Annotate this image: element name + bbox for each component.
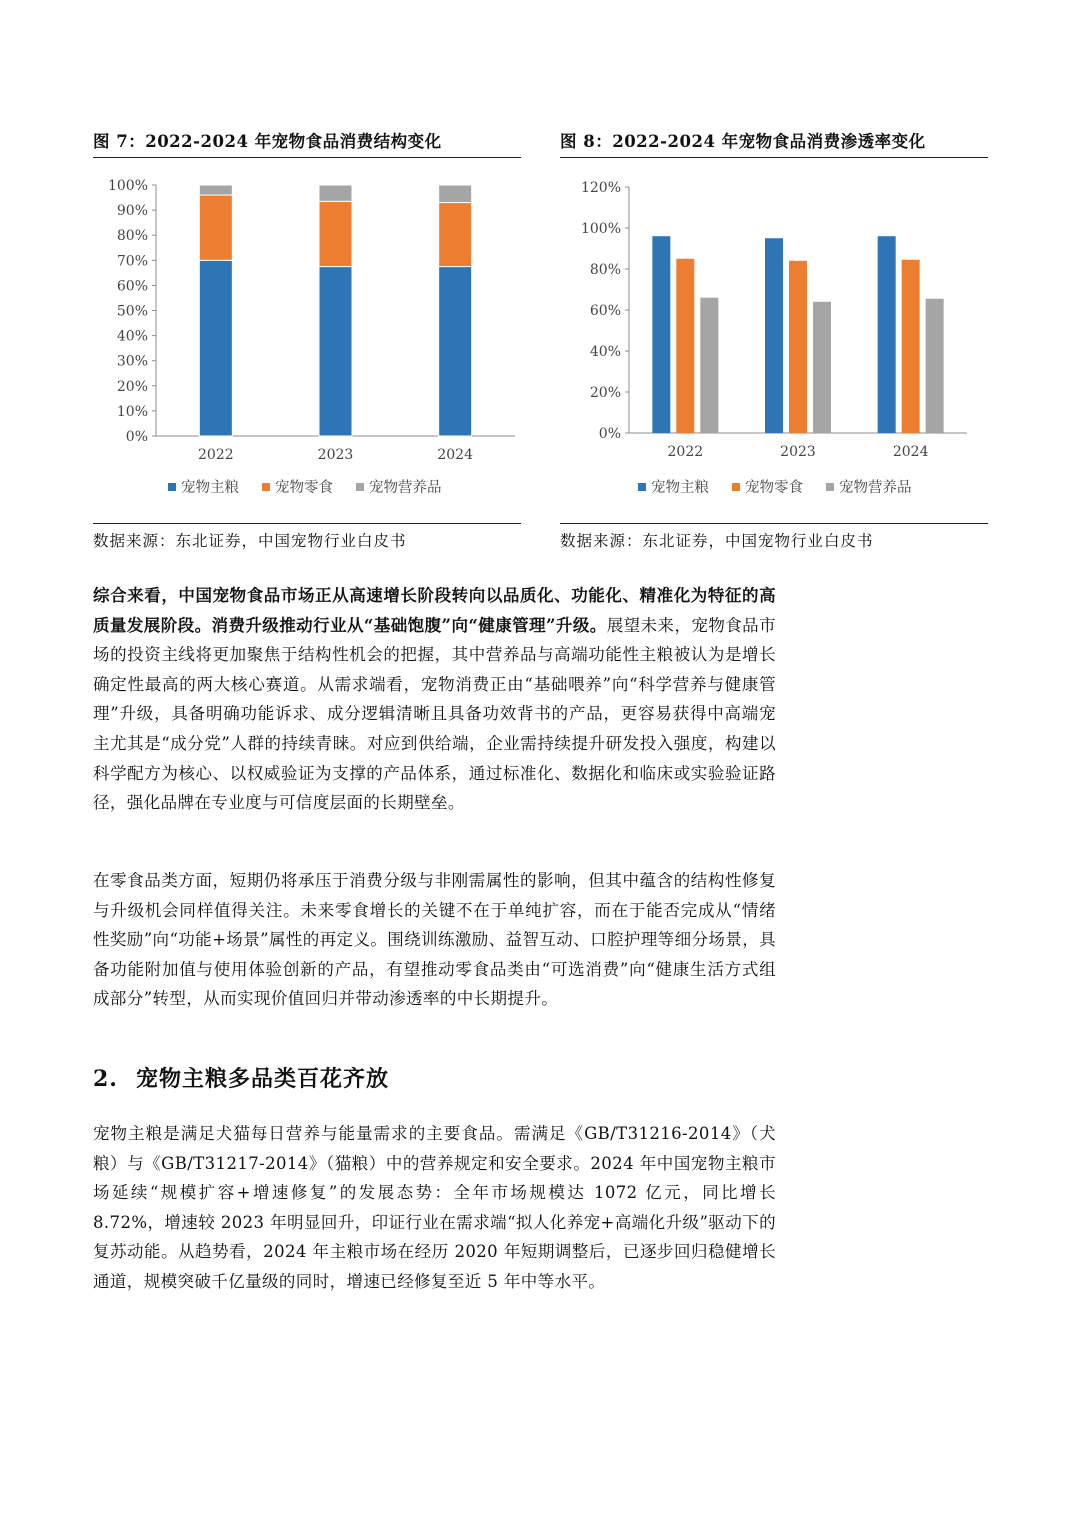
y-tick-label: 70%	[116, 253, 148, 270]
legend-swatch	[826, 483, 834, 491]
bar-segment	[439, 185, 472, 203]
bar	[676, 259, 694, 433]
y-tick-label: 30%	[116, 353, 148, 370]
legend-swatch	[356, 483, 364, 491]
y-tick-label: 10%	[116, 403, 148, 420]
structure-stacked-bar-chart	[93, 163, 523, 508]
bar	[789, 261, 807, 433]
x-tick-label: 2022	[198, 447, 234, 463]
y-tick-label: 90%	[116, 203, 148, 220]
bar-segment	[319, 267, 352, 436]
y-tick-label: 20%	[589, 385, 621, 401]
figure-7-source: 数据来源：东北证券，中国宠物行业白皮书	[93, 532, 407, 550]
bar	[652, 236, 670, 433]
bar	[813, 302, 831, 433]
legend-label: 宠物营养品	[369, 480, 442, 496]
staple-food-paragraph: 宠物主粮是满足犬猫每日营养与能量需求的主要食品。需满足《GB/T31216-2014》（犬粮）与《GB/T31217-2014》（猫粮）中的营养规定和安全要求。2024 年中国宠物主粮市场延续“规模扩容+增速修复”的发展态势：全年市场规模达 1072 亿元，同比增长 8.72%，增速较 2023 年明显回升，印证行业在需求端“拟人化养宠+高端化升级”驱动下的复苏动能。从趋势看，2024 年主粮市场在经历 2020 年短期调整后，已逐步回归稳健增长通道，规模突破千亿量级的同时，增速已经修复至近 5 年中等水平。	[93, 1124, 776, 1291]
figure-8-title: 图 8：2022-2024 年宠物食品消费渗透率变化	[560, 128, 988, 158]
figure-7-title: 图 7：2022-2024 年宠物食品消费结构变化	[93, 128, 521, 158]
bar	[902, 260, 920, 433]
y-tick-label: 20%	[116, 378, 148, 395]
legend-label: 宠物主粮	[651, 480, 709, 496]
bar-segment	[439, 267, 472, 436]
legend-label: 宠物零食	[745, 480, 803, 496]
legend-swatch	[732, 483, 740, 491]
bar-segment	[199, 195, 232, 260]
bar-segment	[439, 203, 472, 267]
penetration-bar-chart	[560, 163, 990, 508]
legend-label: 宠物零食	[275, 480, 333, 496]
figure-7-bottom-rule	[93, 523, 521, 524]
section-title: 宠物主粮多品类百花齐放	[135, 1066, 389, 1092]
bar-segment	[199, 260, 232, 436]
y-tick-label: 100%	[580, 221, 621, 237]
x-tick-label: 2023	[317, 447, 354, 463]
legend-label: 宠物营养品	[839, 480, 912, 496]
section-number: 2.	[93, 1066, 118, 1092]
legend-swatch	[262, 483, 270, 491]
bar-segment	[319, 185, 352, 201]
bar-segment	[319, 201, 352, 266]
summary-bold-lead: 综合来看，中国宠物食品市场正从高速增长阶段转向以品质化、功能化、精准化为特征的高质量发展阶段。消费升级推动行业从“基础饱腹”向“健康管理”升级。	[93, 586, 776, 635]
bar	[926, 299, 944, 433]
summary-body: 展望未来，宠物食品市场的投资主线将更加聚焦于结构性机会的把握，其中营养品与高端功能性主粮被认为是增长确定性最高的两大核心赛道。从需求端看，宠物消费正由“基础喂养”向“科学营养与健康管理”升级，具备明确功能诉求、成分逻辑清晰且具备功效背书的产品，更容易获得中高端宠主尤其是“成分党”人群的持续青睐。对应到供给端，企业需持续提升研发投入强度，构建以科学配方为核心、以权威验证为支撑的产品体系，通过标准化、数据化和临床或实验验证路径，强化品牌在专业度与可信度层面的长期壁垒。	[93, 615, 777, 813]
y-tick-label: 60%	[116, 278, 148, 295]
y-tick-label: 40%	[116, 328, 148, 345]
y-tick-label: 0%	[125, 429, 148, 445]
bar-segment	[199, 185, 232, 195]
summary-paragraph	[93, 581, 776, 818]
y-tick-label: 60%	[589, 303, 621, 319]
x-tick-label: 2022	[667, 444, 704, 460]
y-tick-label: 80%	[589, 262, 621, 278]
legend-swatch	[638, 483, 646, 491]
y-tick-label: 80%	[116, 228, 148, 245]
bar	[878, 236, 896, 433]
figure-8-bottom-rule	[560, 523, 988, 524]
x-tick-label: 2024	[892, 444, 929, 460]
snacks-paragraph: 在零食品类方面，短期仍将承压于消费分级与非刚需属性的影响，但其中蕴含的结构性修复与升级机会同样值得关注。未来零食增长的关键不在于单纯扩容，而在于能否完成从“情绪性奖励”向“功能+场景”属性的再定义。围绕训练激励、益智互动、口腔护理等细分场景，具备功能附加值与使用体验创新的产品，有望推动零食品类由“可选消费”向“健康生活方式组成部分”转型，从而实现价值回归并带动渗透率的中长期提升。	[93, 871, 776, 1009]
x-tick-label: 2024	[437, 447, 473, 463]
figure-8-source: 数据来源：东北证券，中国宠物行业白皮书	[560, 532, 874, 550]
bar	[765, 238, 783, 433]
section-heading	[93, 1062, 389, 1093]
y-tick-label: 50%	[116, 303, 148, 320]
x-tick-label: 2023	[780, 444, 816, 460]
y-tick-label: 120%	[580, 180, 621, 196]
y-tick-label: 40%	[589, 344, 621, 360]
y-tick-label: 0%	[598, 426, 621, 442]
legend-label: 宠物主粮	[181, 480, 239, 496]
y-tick-label: 100%	[107, 178, 148, 194]
legend-swatch	[168, 483, 176, 491]
bar	[700, 298, 718, 433]
